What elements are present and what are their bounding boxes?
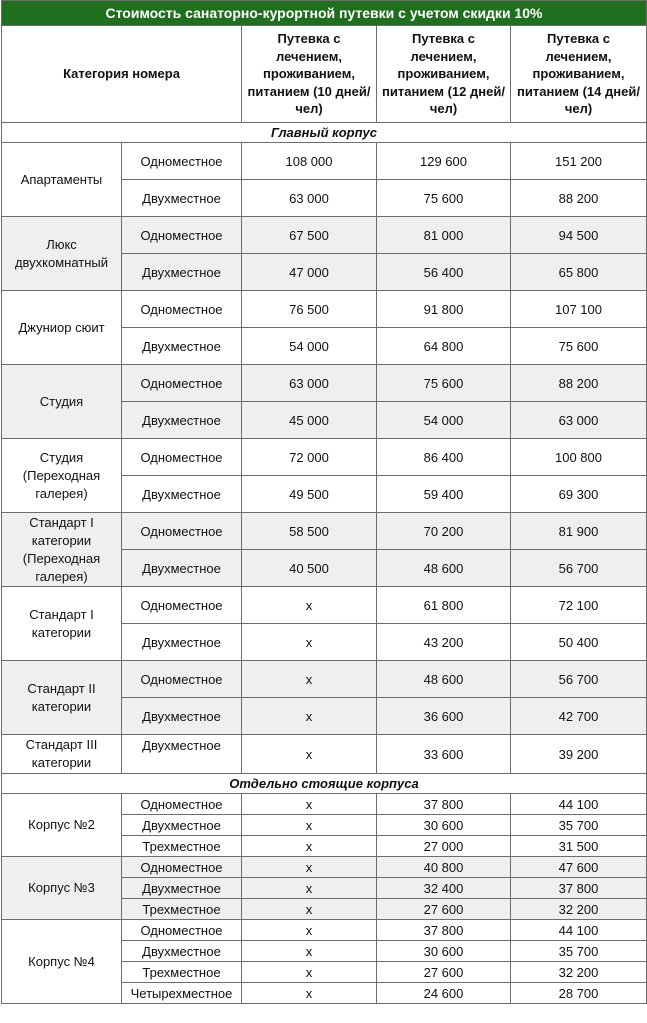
price-10-days: 47 000 xyxy=(242,254,377,291)
occupancy-type: Одноместное xyxy=(122,587,242,624)
table-row xyxy=(2,587,647,624)
price-14-days: 100 800 xyxy=(511,439,647,476)
room-category: Стандарт II категории xyxy=(2,661,122,735)
price-10-days: 45 000 xyxy=(242,402,377,439)
table-title: Стоимость санаторно-курортной путевки с учетом скидки 10% xyxy=(2,1,647,26)
price-10-days: x xyxy=(242,698,377,735)
room-category: Стандарт I категории (Переходная галерея) xyxy=(2,513,122,587)
section-row xyxy=(2,774,647,794)
room-category: Корпус №3 xyxy=(2,857,122,920)
price-14-days: 47 600 xyxy=(511,857,647,878)
price-10-days: 63 000 xyxy=(242,180,377,217)
price-14-days: 151 200 xyxy=(511,143,647,180)
occupancy-type: Одноместное xyxy=(122,920,242,941)
price-12-days: 40 800 xyxy=(377,857,511,878)
price-12-days: 24 600 xyxy=(377,983,511,1004)
price-sheet xyxy=(1,0,646,1004)
price-14-days: 107 100 xyxy=(511,291,647,328)
price-14-days: 56 700 xyxy=(511,661,647,698)
occupancy-type: Одноместное xyxy=(122,439,242,476)
occupancy-type: Одноместное xyxy=(122,365,242,402)
price-12-days: 70 200 xyxy=(377,513,511,550)
occupancy-type: Четырехместное xyxy=(122,983,242,1004)
price-table xyxy=(1,0,647,1004)
price-10-days: 49 500 xyxy=(242,476,377,513)
section-title: Отдельно стоящие корпуса xyxy=(2,774,647,794)
room-category: Апартаменты xyxy=(2,143,122,217)
occupancy-type: Двухместное xyxy=(122,698,242,735)
room-category: Корпус №2 xyxy=(2,794,122,857)
price-12-days: 37 800 xyxy=(377,920,511,941)
price-10-days: x xyxy=(242,815,377,836)
price-14-days: 28 700 xyxy=(511,983,647,1004)
occupancy-type: Трехместное xyxy=(122,962,242,983)
price-14-days: 35 700 xyxy=(511,941,647,962)
price-12-days: 27 000 xyxy=(377,836,511,857)
price-10-days: 63 000 xyxy=(242,365,377,402)
table-row xyxy=(2,439,647,476)
price-10-days: x xyxy=(242,587,377,624)
room-category: Люкс двухкомнатный xyxy=(2,217,122,291)
occupancy-type: Трехместное xyxy=(122,899,242,920)
price-10-days: x xyxy=(242,836,377,857)
price-14-days: 88 200 xyxy=(511,365,647,402)
room-category: Стандарт III категории xyxy=(2,735,122,774)
price-14-days: 39 200 xyxy=(511,735,647,774)
header-category: Категория номера xyxy=(2,26,242,123)
price-12-days: 54 000 xyxy=(377,402,511,439)
price-14-days: 69 300 xyxy=(511,476,647,513)
occupancy-type: Одноместное xyxy=(122,291,242,328)
price-10-days: 58 500 xyxy=(242,513,377,550)
price-10-days: x xyxy=(242,941,377,962)
occupancy-type: Двухместное xyxy=(122,735,242,774)
price-12-days: 48 600 xyxy=(377,550,511,587)
price-14-days: 50 400 xyxy=(511,624,647,661)
price-10-days: x xyxy=(242,857,377,878)
price-12-days: 37 800 xyxy=(377,794,511,815)
table-row xyxy=(2,365,647,402)
price-14-days: 35 700 xyxy=(511,815,647,836)
price-12-days: 48 600 xyxy=(377,661,511,698)
price-10-days: 54 000 xyxy=(242,328,377,365)
room-category: Джуниор сюит xyxy=(2,291,122,365)
price-14-days: 63 000 xyxy=(511,402,647,439)
occupancy-type: Одноместное xyxy=(122,513,242,550)
room-category: Студия (Переходная галерея) xyxy=(2,439,122,513)
header-12-days: Путевка с лечением, проживанием, питанием (12 дней/чел) xyxy=(377,26,511,123)
occupancy-type: Двухместное xyxy=(122,476,242,513)
price-14-days: 56 700 xyxy=(511,550,647,587)
occupancy-type: Двухместное xyxy=(122,815,242,836)
price-10-days: x xyxy=(242,878,377,899)
occupancy-type: Двухместное xyxy=(122,402,242,439)
section-row xyxy=(2,123,647,143)
price-14-days: 94 500 xyxy=(511,217,647,254)
price-14-days: 81 900 xyxy=(511,513,647,550)
price-14-days: 32 200 xyxy=(511,899,647,920)
table-row xyxy=(2,291,647,328)
price-12-days: 36 600 xyxy=(377,698,511,735)
price-12-days: 27 600 xyxy=(377,899,511,920)
price-14-days: 75 600 xyxy=(511,328,647,365)
price-12-days: 91 800 xyxy=(377,291,511,328)
room-category: Корпус №4 xyxy=(2,920,122,1004)
price-12-days: 56 400 xyxy=(377,254,511,291)
occupancy-type: Одноместное xyxy=(122,794,242,815)
price-10-days: x xyxy=(242,794,377,815)
price-10-days: x xyxy=(242,624,377,661)
table-row xyxy=(2,857,647,878)
room-category: Студия xyxy=(2,365,122,439)
room-category: Стандарт I категории xyxy=(2,587,122,661)
price-10-days: x xyxy=(242,661,377,698)
price-12-days: 32 400 xyxy=(377,878,511,899)
price-10-days: x xyxy=(242,962,377,983)
price-14-days: 88 200 xyxy=(511,180,647,217)
price-12-days: 27 600 xyxy=(377,962,511,983)
occupancy-type: Двухместное xyxy=(122,878,242,899)
price-14-days: 37 800 xyxy=(511,878,647,899)
price-10-days: 72 000 xyxy=(242,439,377,476)
occupancy-type: Двухместное xyxy=(122,941,242,962)
price-12-days: 75 600 xyxy=(377,180,511,217)
occupancy-type: Двухместное xyxy=(122,550,242,587)
price-12-days: 86 400 xyxy=(377,439,511,476)
price-12-days: 64 800 xyxy=(377,328,511,365)
occupancy-type: Одноместное xyxy=(122,143,242,180)
price-12-days: 75 600 xyxy=(377,365,511,402)
section-title: Главный корпус xyxy=(2,123,647,143)
price-14-days: 42 700 xyxy=(511,698,647,735)
price-12-days: 59 400 xyxy=(377,476,511,513)
price-12-days: 129 600 xyxy=(377,143,511,180)
price-12-days: 30 600 xyxy=(377,941,511,962)
occupancy-type: Одноместное xyxy=(122,661,242,698)
table-row xyxy=(2,735,647,774)
occupancy-type: Двухместное xyxy=(122,254,242,291)
price-10-days: 40 500 xyxy=(242,550,377,587)
price-10-days: 76 500 xyxy=(242,291,377,328)
occupancy-type: Трехместное xyxy=(122,836,242,857)
table-row xyxy=(2,217,647,254)
price-12-days: 43 200 xyxy=(377,624,511,661)
occupancy-type: Двухместное xyxy=(122,624,242,661)
header-14-days: Путевка с лечением, проживанием, питанием (14 дней/чел) xyxy=(511,26,647,123)
table-row xyxy=(2,661,647,698)
price-12-days: 30 600 xyxy=(377,815,511,836)
price-12-days: 81 000 xyxy=(377,217,511,254)
occupancy-type: Двухместное xyxy=(122,180,242,217)
price-12-days: 61 800 xyxy=(377,587,511,624)
header-10-days: Путевка с лечением, проживанием, питанием (10 дней/чел) xyxy=(242,26,377,123)
price-10-days: x xyxy=(242,983,377,1004)
price-10-days: x xyxy=(242,920,377,941)
price-14-days: 44 100 xyxy=(511,920,647,941)
price-14-days: 65 800 xyxy=(511,254,647,291)
table-row xyxy=(2,794,647,815)
price-10-days: x xyxy=(242,899,377,920)
price-10-days: 108 000 xyxy=(242,143,377,180)
price-14-days: 31 500 xyxy=(511,836,647,857)
price-10-days: x xyxy=(242,735,377,774)
price-12-days: 33 600 xyxy=(377,735,511,774)
table-row xyxy=(2,143,647,180)
table-row xyxy=(2,513,647,550)
table-body xyxy=(2,123,647,1004)
price-14-days: 72 100 xyxy=(511,587,647,624)
price-14-days: 32 200 xyxy=(511,962,647,983)
table-row xyxy=(2,920,647,941)
occupancy-type: Двухместное xyxy=(122,328,242,365)
occupancy-type: Одноместное xyxy=(122,217,242,254)
occupancy-type: Одноместное xyxy=(122,857,242,878)
price-10-days: 67 500 xyxy=(242,217,377,254)
price-14-days: 44 100 xyxy=(511,794,647,815)
